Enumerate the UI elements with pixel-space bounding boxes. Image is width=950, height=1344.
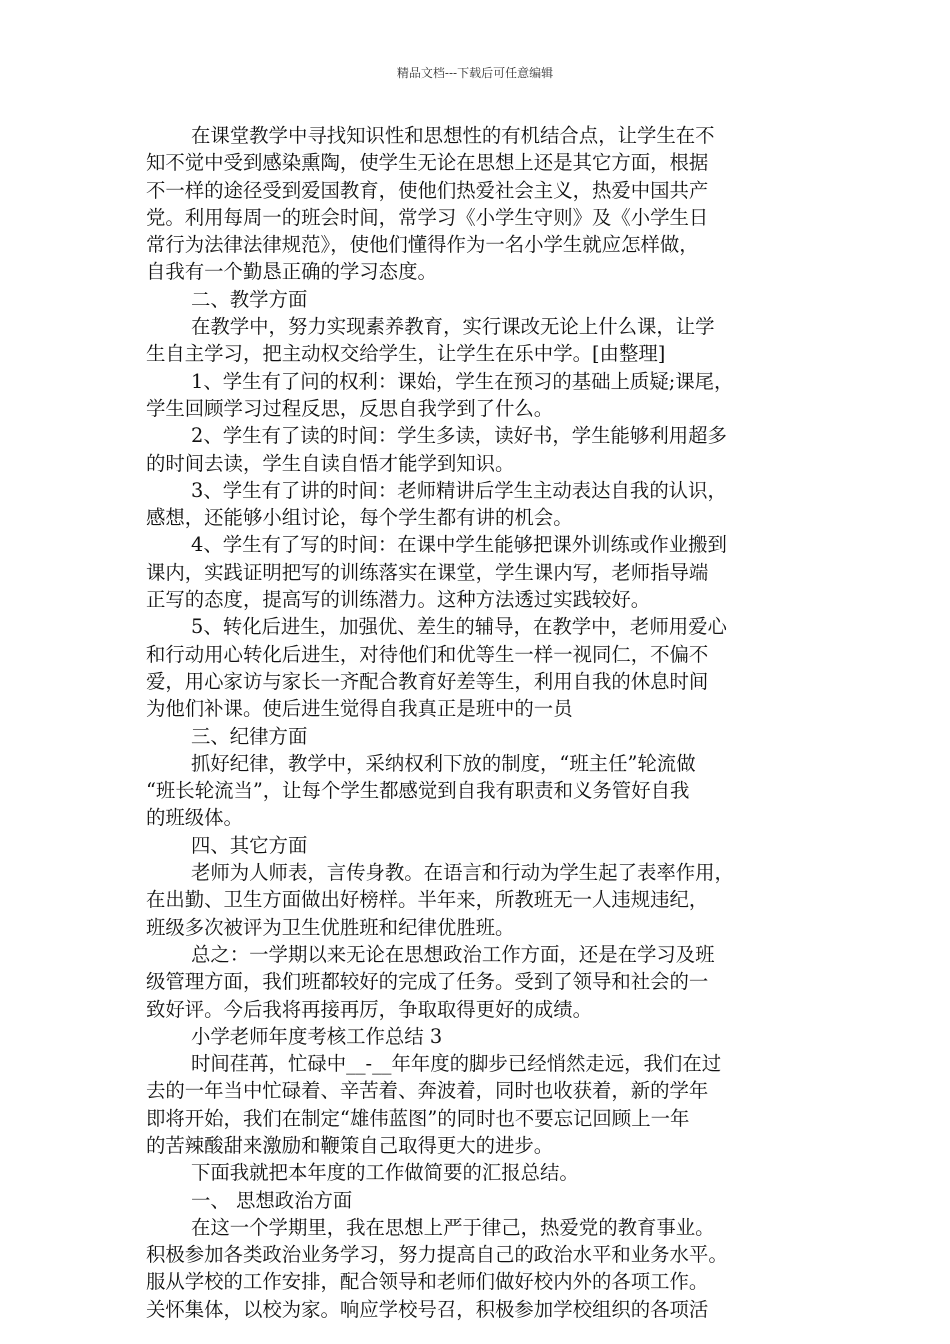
- text-line: 级管理方面，我们班都较好的完成了任务。受到了领导和社会的一: [146, 970, 709, 994]
- text-line: 正写的态度，提高写的训练潜力。这种方法透过实践较好。: [146, 588, 651, 612]
- text-line: 二、教学方面: [191, 287, 308, 311]
- text-line: 的苦辣酸甜来激励和鞭策自己取得更大的进步。: [146, 1133, 554, 1157]
- text-line: 2、学生有了读的时间：学生多读，读好书，学生能够利用超多: [191, 424, 727, 448]
- text-line: 学生回顾学习过程反思，反思自我学到了什么。: [146, 396, 554, 420]
- text-line: 抓好纪律，教学中，采纳权利下放的制度，“班主任”轮流做: [191, 751, 696, 775]
- text-line: 在课堂教学中寻找知识性和思想性的有机结合点，让学生在不: [191, 124, 715, 147]
- text-line: 在教学中，努力实现素养教育，实行课改无论上什么课，让学: [191, 315, 715, 339]
- text-line: 常行为法律法律规范》，使他们懂得作为一名小学生就应怎样做，: [146, 233, 699, 257]
- text-line: 1、学生有了问的权利：课始，学生在预习的基础上质疑;课尾，: [191, 369, 734, 393]
- text-line: 总之：一学期以来无论在思想政治工作方面，还是在学习及班: [191, 942, 715, 966]
- document-body: [146, 122, 814, 1323]
- text-line: 爱，用心家访与家长一齐配合教育好差等生，利用自我的休息时间: [146, 669, 709, 693]
- text-line: “班长轮流当”，让每个学生都感觉到自我有职责和义务管好自我: [146, 779, 690, 803]
- text-line: 一、 思想政治方面: [191, 1188, 353, 1212]
- text-line: 为他们补课。使后进生觉得自我真正是班中的一员: [146, 697, 573, 721]
- text-line: 3、学生有了讲的时间：老师精讲后学生主动表达自我的认识，: [191, 478, 727, 502]
- text-line: 小学老师年度考核工作总结 3: [191, 1024, 443, 1048]
- text-line: 党。利用每周一的班会时间，常学习《小学生守则》及《小学生日: [146, 205, 709, 229]
- text-line: 即将开始，我们在制定“雄伟蓝图”的同时也不要忘记回顾上一年: [146, 1106, 690, 1130]
- text-line: 的时间去读，学生自读自悟才能学到知识。: [146, 451, 515, 475]
- text-line: 下面我就把本年度的工作做简要的汇报总结。: [191, 1161, 579, 1185]
- text-line: 5、转化后进生，加强优、差生的辅导，在教学中，老师用爱心: [191, 615, 727, 639]
- text-line: 三、纪律方面: [191, 724, 308, 748]
- text-line: 致好评。今后我将再接再厉，争取取得更好的成绩。: [146, 997, 592, 1021]
- text-line: 关怀集体，以校为家。响应学校号召，积极参加学校组织的各项活: [146, 1297, 709, 1321]
- text-line: 时间荏苒，忙碌中__-__年年度的脚步已经悄然走远，我们在过: [191, 1052, 722, 1076]
- text-line: 积极参加各类政治业务学习，努力提高自己的政治水平和业务水平。: [146, 1243, 728, 1267]
- text-line: 的班级体。: [146, 806, 243, 830]
- text-line: 在这一个学期里，我在思想上严于律己，热爱党的教育事业。: [191, 1215, 715, 1239]
- text-line: 生自主学习，把主动权交给学生，让学生在乐中学。[由整理]: [146, 342, 666, 366]
- text-line: 感想，还能够小组讨论，每个学生都有讲的机会。: [146, 506, 573, 530]
- text-line: 自我有一个勤恳正确的学习态度。: [146, 260, 437, 284]
- text-line: 知不觉中受到感染熏陶，使学生无论在思想上还是其它方面，根据: [146, 151, 709, 175]
- text-line: 老师为人师表，言传身教。在语言和行动为学生起了表率作用，: [191, 861, 734, 885]
- text-line: 在出勤、卫生方面做出好榜样。半年来，所教班无一人违规违纪，: [146, 888, 709, 912]
- page-header: 精品文档---下载后可任意编辑: [396, 66, 554, 80]
- text-line: 课内，实践证明把写的训练落实在课堂，学生课内写，老师指导端: [146, 560, 709, 584]
- text-line: 不一样的途径受到爱国教育，使他们热爱社会主义，热爱中国共产: [146, 178, 709, 202]
- text-line: 和行动用心转化后进生，对待他们和优等生一样一视同仁，不偏不: [146, 642, 709, 666]
- text-line: 四、其它方面: [191, 833, 308, 857]
- text-line: 服从学校的工作安排，配合领导和老师们做好校内外的各项工作。: [146, 1270, 709, 1294]
- text-line: 4、学生有了写的时间：在课中学生能够把课外训练或作业搬到: [191, 533, 727, 557]
- text-line: 班级多次被评为卫生优胜班和纪律优胜班。: [146, 915, 515, 939]
- text-line: 去的一年当中忙碌着、辛苦着、奔波着，同时也收获着，新的学年: [146, 1079, 709, 1103]
